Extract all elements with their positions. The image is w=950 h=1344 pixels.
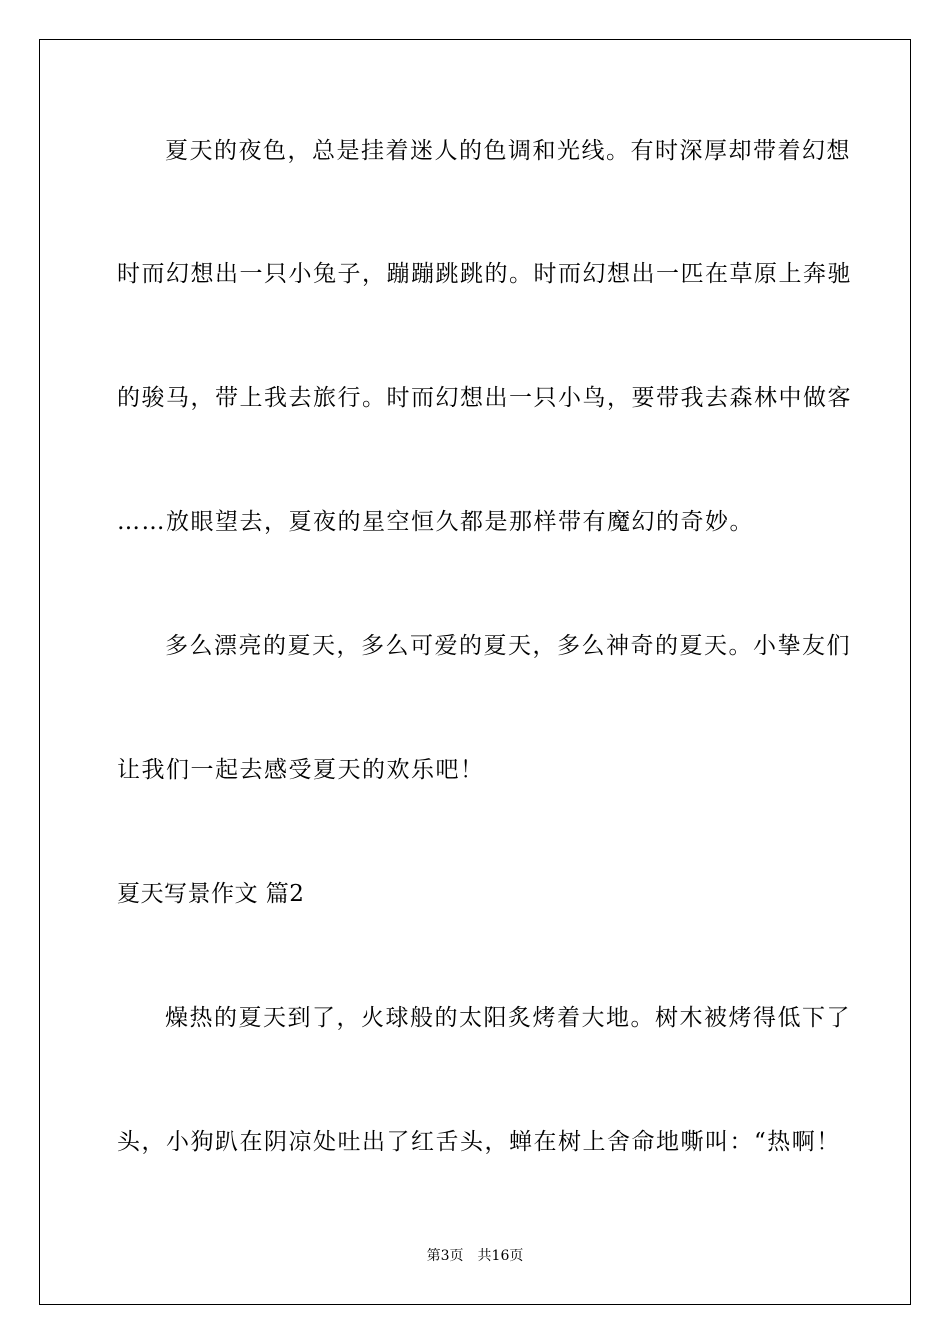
- page-total: 共16页: [477, 1248, 524, 1264]
- paragraph-line: 让我们一起去感受夏天的欢乐吧！: [117, 757, 485, 783]
- page-number: 第3页: [426, 1248, 464, 1264]
- paragraph-line: ……放眼望去，夏夜的星空恒久都是那样带有魔幻的奇妙。: [117, 509, 754, 535]
- paragraph-line: 时而幻想出一只小兔子，蹦蹦跳跳的。时而幻想出一匹在草原上奔驰: [117, 261, 852, 287]
- paragraph-line: 多么漂亮的夏天，多么可爱的夏天，多么神奇的夏天。小挚友们: [165, 633, 851, 659]
- paragraph-line: 头，小狗趴在阴凉处吐出了红舌头，蝉在树上舍命地嘶叫：“热啊！: [117, 1129, 841, 1155]
- section-heading: 夏天写景作文 篇2: [117, 881, 305, 907]
- paragraph-line: 燥热的夏天到了，火球般的太阳炙烤着大地。树木被烤得低下了: [165, 1005, 851, 1031]
- page-border: [39, 39, 911, 1305]
- paragraph-line: 夏天的夜色，总是挂着迷人的色调和光线。有时深厚却带着幻想: [165, 138, 851, 164]
- page-footer: [0, 1247, 950, 1265]
- paragraph-line: 的骏马，带上我去旅行。时而幻想出一只小鸟，要带我去森林中做客: [117, 385, 852, 411]
